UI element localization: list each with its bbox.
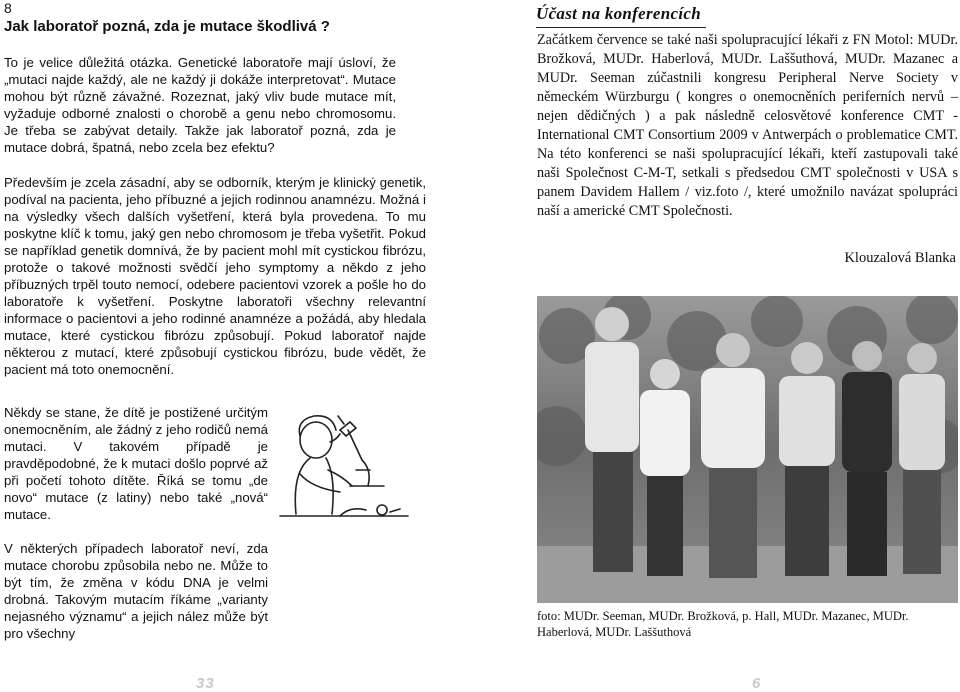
paragraph-conferences: Začátkem července se také naši spolupracující lékaři z FN Motol: MUDr. Brožková, MUDr. Haberlová, MUDr. Laššuthová, MUDr. Mazanec a MUDr. Seeman zúčastnili kongresu Peripheral Nerve Society v německém Würzburgu ( kongres o onemocněních periferních nervů – nejen dědičných ) a pak následně celosvětové konference CMT - International CMT Consortium 2009 v Antwerpách o problematice CMT. Na této konferenci se naši spolupracující lékaři, kteří zastupovali také naši Společnost C-M-T, setkali s předsedou CMT společnosti v USA s panem Davidem Hallem / viz.foto /, které umožnilo navázat spolupráci naší a americké CMT Společnosti. <box>537 32 958 219</box>
paragraph-de-novo: Někdy se stane, že dítě je postižené určitým onemocněním, ale žádný z jeho rodičů nemá mutaci. V takovém případě je pravděpodobné, že k mutaci došlo poprvé až při početí tohoto dítěte. Říká se tomu „de novo“ mutace (z latiny) nebo také „nová“ mutace. <box>4 405 268 522</box>
group-photo <box>537 296 958 603</box>
paragraph-clinical-geneticist: Především je zcela zásadní, aby se odborník, kterým je klinický genetik, podíval na pacienta, jeho příbuzné a jejich rodinnou anamnézu. Možná i na výsledky všech dalších vyšetření, která byla provedena. To mu poskytne klíč k tomu, jaký gen nebo chromosom je třeba vyšetřit. Pokud se například genetik domnívá, že by pacient mohl mít cystickou fibrózu, protože o takové možnosti svědčí jeho symptomy a někdo z jeho příbuzných trpěl touto nemocí, odebere pacientovi vzorek a pošle ho do laboratoře k vyšetření. Poskytne laboratoři všechny relevantní informace o pacientovi a jeho rodinné anamnéze a požádá, aby hledala mutace, které cystickou fibrózu způsobují. Pokud laboratoř najde některou z mutací, které způsobují cystickou fibrózu, bude vědět, že pacient má toto onemocnění. <box>4 175 426 377</box>
page-number-top: 8 <box>4 0 12 16</box>
page-number-right: 6 <box>752 675 762 692</box>
photo-caption: foto: MUDr. Seeman, MUDr. Brožková, p. Hall, MUDr. Mazanec, MUDr. Haberlová, MUDr. Laššuthová <box>537 609 909 639</box>
paragraph-variants: V některých případech laboratoř neví, zda mutace chorobu způsobila nebo ne. Může to být tím, že změna v kódu DNA je velmi drobná. Takovým mutacím říkáme „varianty nejasného významu“ a jejich nález může být pro všechny <box>4 541 268 641</box>
paragraph-intro: To je velice důležitá otázka. Genetické laboratoře mají úsloví, že „mutaci najde každý, ale ne každý ji dokáže interpretovat“. Mutace mohou být různě závažné. Rozeznat, jaký vliv bude mutace mít, vyžaduje odborné znalosti o chorobě a genu nebo chromosomu. Je třeba se zabývat detaily. Takže jak laboratoř pozná, zda je mutace dobrá, špatná, nebo zcela bez efektu? <box>4 55 396 155</box>
page-number-left: 33 <box>196 675 215 692</box>
author-name: Klouzalová Blanka <box>844 250 956 266</box>
scientist-microscope-illustration <box>270 400 410 540</box>
article-title: Jak laboratoř pozná, zda je mutace škodlivá ? <box>4 18 330 35</box>
section-heading-conferences: Účast na konferencích <box>536 4 701 23</box>
